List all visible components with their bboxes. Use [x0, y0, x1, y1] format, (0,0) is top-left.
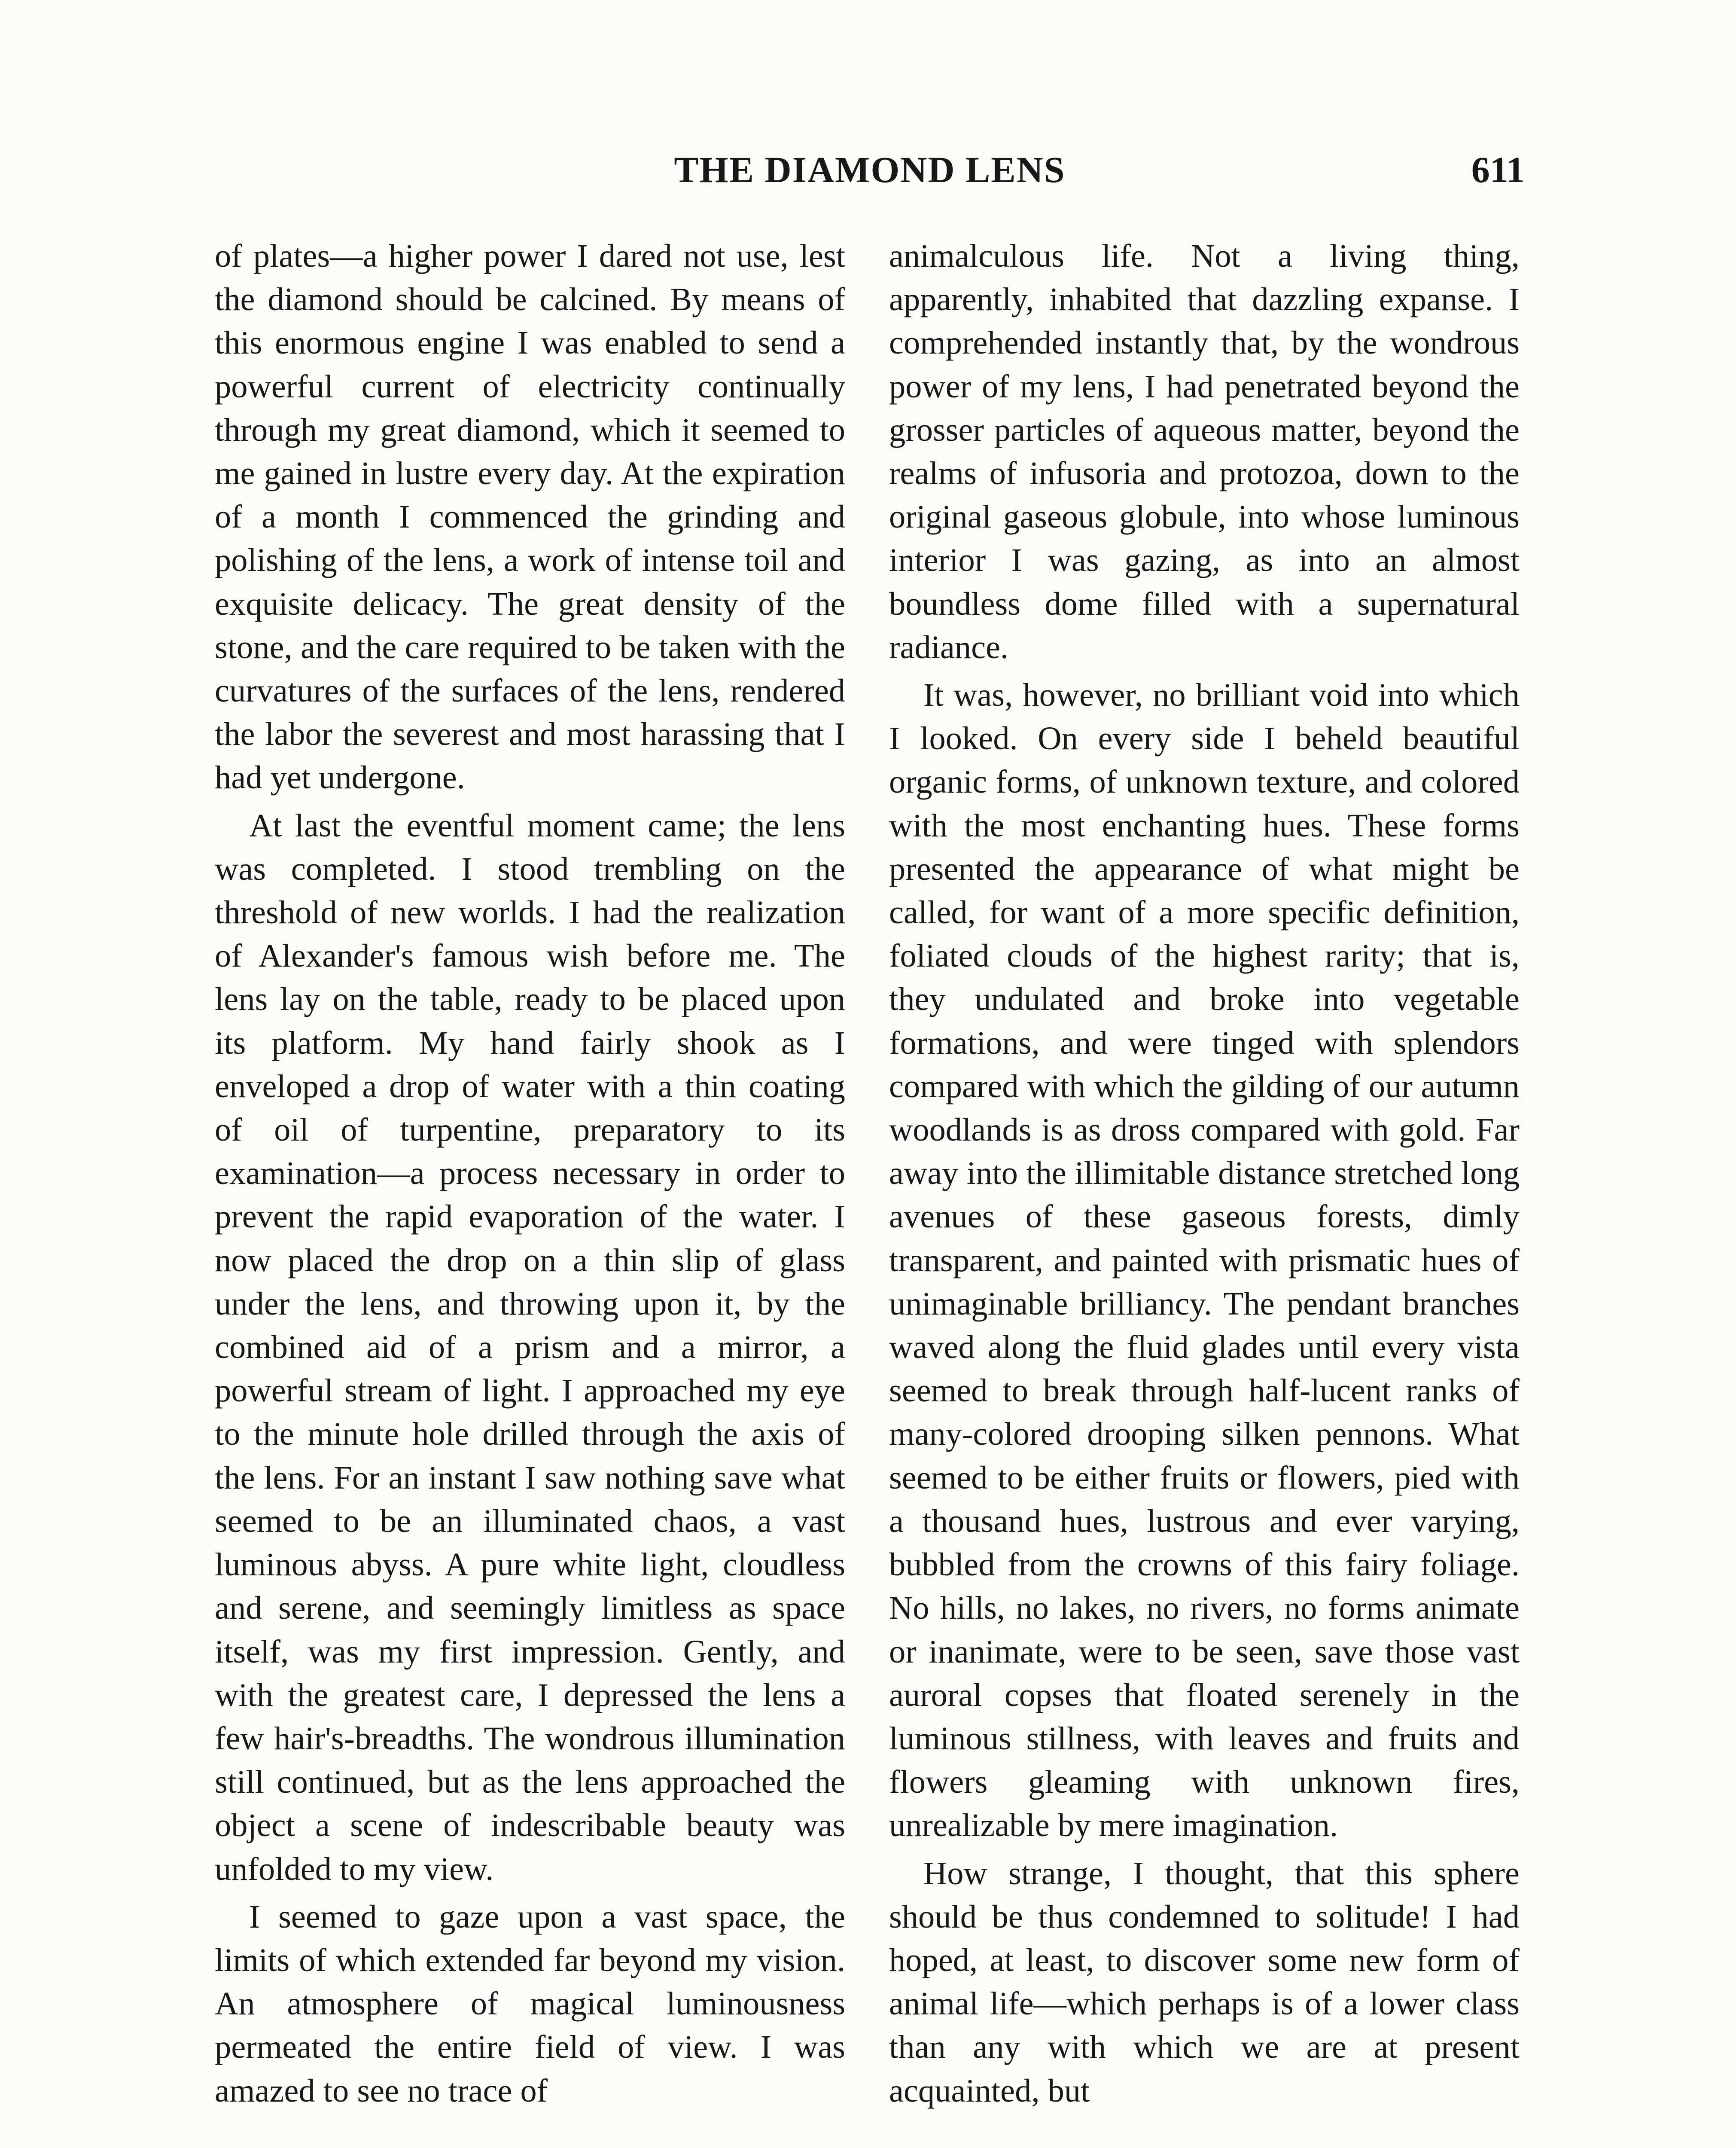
left-paragraph-3: I seemed to gaze upon a vast space, the limits of which extended far beyond my vision. An atmosphere of magical luminousness permeated the entire field of view. I was amazed to see no trace of — [215, 1898, 845, 2109]
left-paragraph-1: of plates—a higher power I dared not use, lest the diamond should be calcined. By means of this enormous engine I was enabled to send a powerful current of electricity continually through my great diamond, which it seemed to me gained in lustre every day. At the expiration of a month I commenced the grinding and polishing of the lens, a work of intense toil and exquisite delicacy. The great density of the stone, and the care required to be taken with the curvatures of the surfaces of the lens, rendered the labor the severest and most harassing that I had yet undergone. — [215, 238, 845, 796]
right-column — [889, 234, 1520, 2112]
left-column — [215, 234, 845, 2112]
right-paragraph-3: How strange, I thought, that this sphere should be thus condemned to solitude! I had hoped, at least, to discover some new form of animal life—which perhaps is of a lower class than any with which we are at present acquainted, but — [889, 1855, 1520, 2109]
right-paragraph-2: It was, however, no brilliant void into which I looked. On every side I beheld beautiful organic forms, of unknown texture, and colored with the most enchanting hues. These forms presented the appearance of what might be called, for want of a more specific definition, foliated clouds of the highest rarity; that is, they undulated and broke into vegetable formations, and were tinged with splendors compared with which the gilding of our autumn woodlands is as dross compared with gold. Far away into the illimitable distance stretched long avenues of these gaseous forests, dimly transparent, and painted with prismatic hues of unimaginable brilliancy. The pendant branches waved along the fluid glades until every vista seemed to break through half-lucent ranks of many-colored drooping silken pennons. What seemed to be either fruits or flowers, pied with a thousand hues, lustrous and ever varying, bubbled from the crowns of this fairy foliage. No hills, no lakes, no rivers, no forms animate or inanimate, were to be seen, save those vast auroral copses that floated serenely in the luminous stillness, with leaves and fruits and flowers gleaming with unknown fires, unrealizable by mere imagination. — [889, 677, 1520, 1844]
page-title: THE DIAMOND LENS — [674, 149, 1066, 190]
right-paragraph-1: animalculous life. Not a living thing, apparently, inhabited that dazzling expanse. I comprehended instantly that, by the wondrous power of my lens, I had penetrated beyond the grosser particles of aqueous matter, beyond the realms of infusoria and protozoa, down to the original gaseous globule, into whose luminous interior I was gazing, as into an almost boundless dome filled with a supernatural radiance. — [889, 238, 1520, 665]
page-number: 611 — [1471, 149, 1525, 190]
running-head — [215, 142, 1525, 202]
left-paragraph-2: At last the eventful moment came; the lens was completed. I stood trembling on the threshold of new worlds. I had the realization of Alexander's famous wish before me. The lens lay on the table, ready to be placed upon its platform. My hand fairly shook as I enveloped a drop of water with a thin coating of oil of turpentine, preparatory to its examination—a process necessary in order to prevent the rapid evaporation of the water. I now placed the drop on a thin slip of glass under the lens, and throwing upon it, by the combined aid of a prism and a mirror, a powerful stream of light. I approached my eye to the minute hole drilled through the axis of the lens. For an instant I saw nothing save what seemed to be an illuminated chaos, a vast luminous abyss. A pure white light, cloudless and serene, and seemingly limitless as space itself, was my first impression. Gently, and with the greatest care, I depressed the lens a few hair's-breadths. The wondrous illumination still continued, but as the lens approached the object a scene of indescribable beauty was unfolded to my view. — [215, 807, 845, 1887]
